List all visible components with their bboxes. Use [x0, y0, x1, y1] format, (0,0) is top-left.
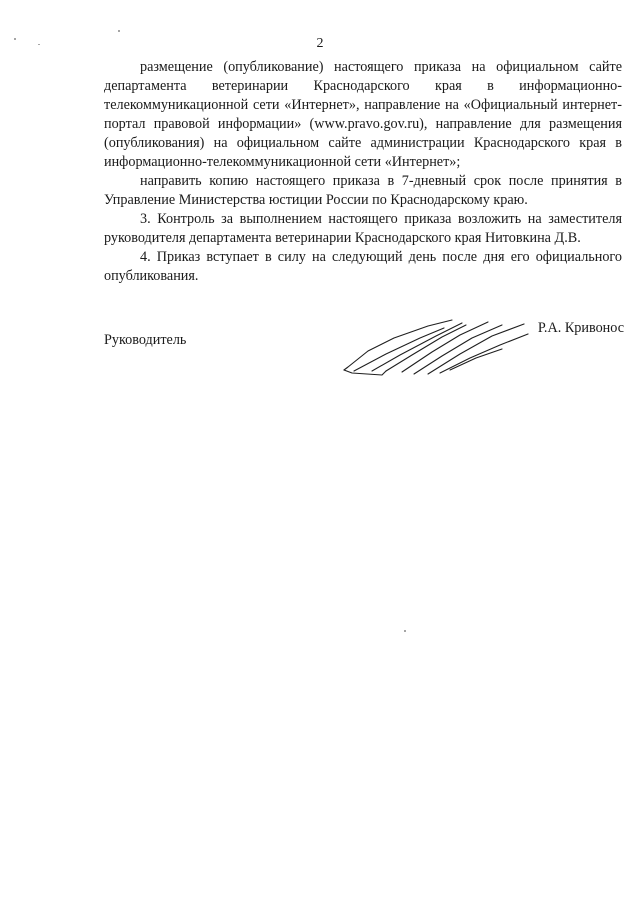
- scan-speck: [14, 38, 16, 40]
- document-body: [104, 58, 622, 286]
- signatory-title: Руководитель: [104, 332, 187, 348]
- paragraph-publication: размещение (опубликование) настоящего приказа на официальном сайте департамента ветеринарии Краснодарского края в информационно-телекоммуникационной сети «Интернет», направление на «Официальный интернет-портал правовой информации» (www.pravo.gov.ru), направление для размещения (опубликования) на официальном сайте администрации Краснодарского края в информационно-телекоммуникационной сети «Интернет»;: [104, 59, 622, 170]
- paragraph-effective-date: 4. Приказ вступает в силу на следующий день после дня его официального опубликования.: [104, 249, 622, 284]
- scan-speck: [404, 630, 406, 632]
- paragraph-control: 3. Контроль за выполнением настоящего приказа возложить на заместителя руководителя департамента ветеринарии Краснодарского края Нитовкина Д.В.: [104, 211, 622, 246]
- paragraph-copy-ministry: направить копию настоящего приказа в 7-дневный срок после принятия в Управление Министерства юстиции России по Краснодарскому краю.: [104, 173, 622, 208]
- signature-row: [104, 320, 624, 390]
- scan-speck: [38, 44, 40, 45]
- scan-speck: [118, 30, 120, 32]
- handwritten-signature: [342, 318, 532, 378]
- signatory-name: Р.А. Кривонос: [537, 320, 624, 336]
- page-number: 2: [316, 36, 324, 51]
